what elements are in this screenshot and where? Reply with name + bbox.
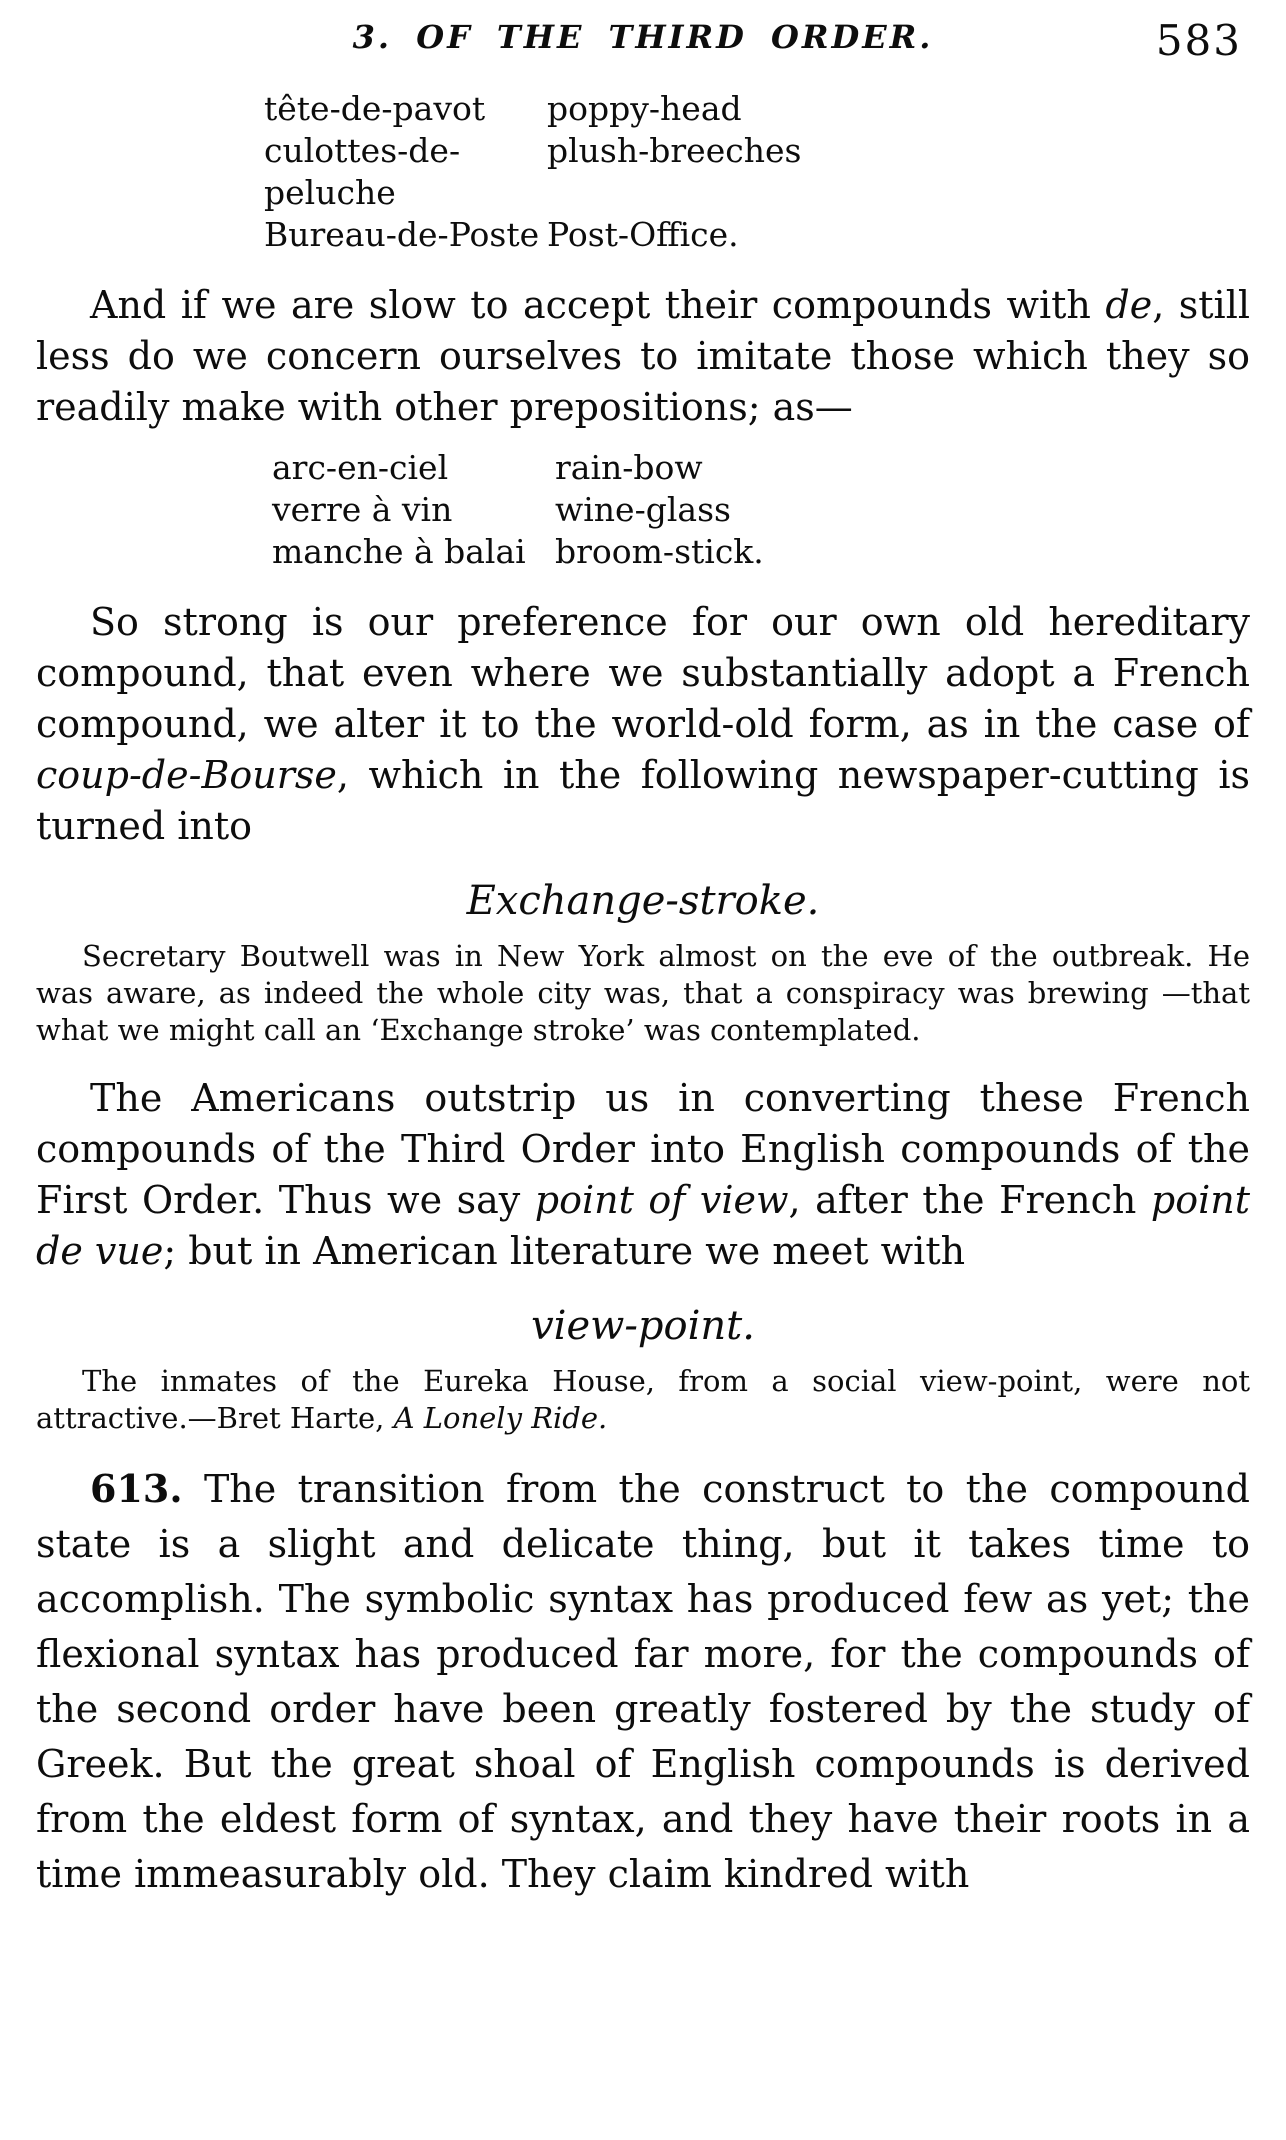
english-term: plush-breeches [547,131,802,170]
text-segment: , after the French [788,1178,1151,1222]
french-term: verre à vin [272,490,453,529]
french-term: tête-de-pavot [264,89,486,128]
text-segment: And if we are slow to accept their compounds with [90,283,1106,327]
text-segment: , which in the following newspaper-cutting is turned into [36,753,1250,848]
word-pair-row [272,489,1250,531]
paragraph-accept-compounds [36,280,1250,433]
paragraph-americans-outstrip [36,1073,1250,1277]
quotation-bret-harte [36,1363,1250,1437]
text-segment: A Lonely Ride. [393,1401,608,1435]
text-segment: 613. [90,1466,183,1511]
text-segment: de [1105,283,1153,327]
word-pair-row [272,447,1250,489]
text-segment: The transition from the construct to the compound state is a slight and delicate thing, but it takes time to accomplish. The symbolic syntax has produced few as yet; the flexional syntax has produced far more, for the compounds of the second order have been greatly fostered by the study of Greek. But the great shoal of English compounds is derived from the eldest form of syntax, and they have their roots in a time immeasurably old. They claim kindred with [36,1467,1250,1896]
text-segment: ; but in American literature we meet with [163,1229,966,1273]
quotation-newspaper-cutting [36,938,1250,1049]
word-pair-row [264,130,1250,214]
french-term: culottes-de-peluche [264,131,461,212]
heading-exchange-stroke: Exchange-stroke. [466,878,820,924]
english-term: rain-bow [555,448,703,487]
heading-view-point: view-point. [531,1303,755,1349]
text-segment: So strong is our preference for our own old hereditary compound, that even where we substantially adopt a French compound, we alter it to the world-old form, as in the case of [36,600,1250,746]
text-segment: point de vue [36,1178,1250,1273]
english-term: Post-Office. [547,215,739,254]
french-term: manche à balai [272,532,526,571]
word-pair-row [272,531,1250,573]
paragraph-section-613 [36,1461,1250,1902]
french-term: Bureau-de-Poste [264,215,540,254]
text-segment: , still less do we concern ourselves to imitate those which they so readily make with other prepositions; as— [36,283,1251,429]
english-term: wine-glass [555,490,731,529]
text-segment: The inmates of the Eureka House, from a social view-point, were not attractive.—Bret Harte, [36,1364,1250,1435]
word-pair-list-other-prepositions [272,447,1250,573]
paragraph-hereditary-compound [36,597,1250,852]
word-pair-row [264,88,1250,130]
text-segment: Secretary Boutwell was in New York almost on the eve of the outbreak. He was aware, as indeed the whole city was, that a conspiracy was brewing —that what we might call an ‘Exchange stroke’ was contemplated. [36,939,1250,1047]
english-term: poppy-head [547,89,742,128]
french-term: arc-en-ciel [272,448,449,487]
text-segment: The Americans outstrip us in converting these French compounds of the Third Order into English compounds of the First Order. Thus we say [36,1076,1250,1222]
english-term: broom-stick. [555,532,764,571]
word-pair-row [264,214,1250,256]
text-segment: point of view [534,1178,789,1222]
chapter-title: 3. OF THE THIRD ORDER. [352,18,934,56]
text-segment: coup-de-Bourse [36,753,337,797]
running-header [36,18,1250,70]
page-number: 583 [1155,16,1242,65]
word-pair-list-de-compounds [264,88,1250,256]
